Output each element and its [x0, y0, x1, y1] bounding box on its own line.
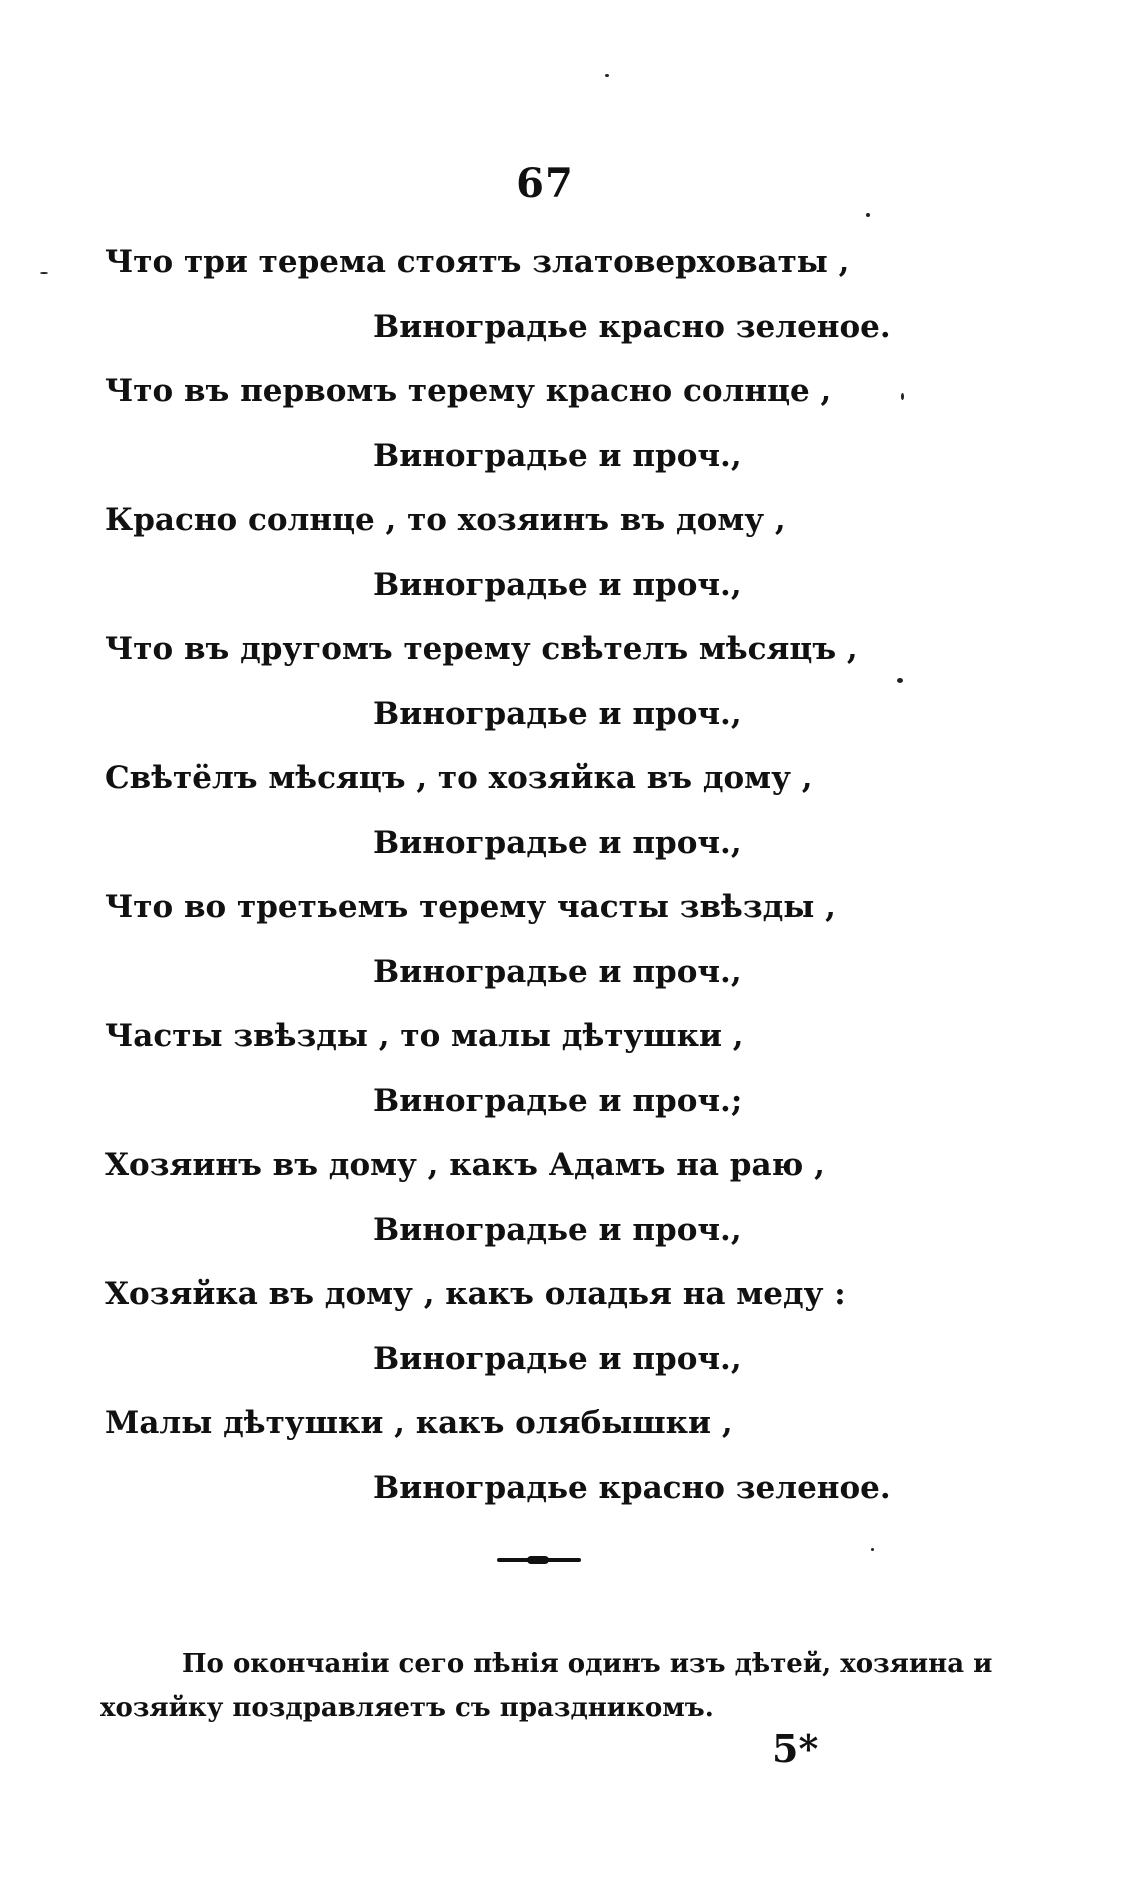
page-number: 67 — [516, 160, 574, 207]
scan-speck — [897, 678, 903, 683]
verse-line: Часты звѣзды , то малы дѣтушки , — [105, 1018, 744, 1054]
scan-speck — [866, 213, 870, 217]
verse-refrain-line: Виноградье и проч., — [373, 1212, 742, 1248]
verse-line: Что въ первомъ терему красно солнце , — [105, 373, 832, 409]
verse-line: Хозяйка въ дому , какъ оладья на меду : — [105, 1276, 846, 1312]
verse-refrain-line: Виноградье и проч., — [373, 954, 742, 990]
verse-line: Хозяинъ въ дому , какъ Адамъ на раю , — [105, 1147, 825, 1183]
verse-line: Что въ другомъ терему свѣтелъ мѣсяцъ , — [105, 631, 858, 667]
verse-line: Малы дѣтушки , какъ олябышки , — [105, 1405, 733, 1441]
verse-line: Красно солнце , то хозяинъ въ дому , — [105, 502, 786, 538]
verse-refrain-line: Виноградье красно зеленое. — [373, 1470, 891, 1506]
closing-note — [100, 1642, 1000, 1730]
verse-line: Что три терема стоятъ златоверховаты , — [105, 244, 850, 280]
verse-refrain-line: Виноградье и проч., — [373, 696, 742, 732]
verse-line: Что во третьемъ терему часты звѣзды , — [105, 889, 836, 925]
verse-line: Свѣтёлъ мѣсяцъ , то хозяйка въ дому , — [105, 760, 813, 796]
scan-speck — [605, 74, 609, 77]
scan-speck — [40, 272, 48, 274]
verse-refrain-line: Виноградье и проч., — [373, 567, 742, 603]
closing-note-text: По окончанiи сего пѣнiя одинъ изъ дѣтей, хозяина и хозяйку поздравляетъ съ праздникомъ. — [100, 1649, 993, 1723]
verse-refrain-line: Виноградье и проч., — [373, 438, 742, 474]
verse-refrain-line: Виноградье и проч., — [373, 825, 742, 861]
scan-speck — [901, 393, 904, 400]
verse-refrain-line: Виноградье и проч.; — [373, 1083, 743, 1119]
section-divider — [497, 1558, 581, 1562]
scan-speck — [871, 1548, 874, 1551]
verse-refrain-line: Виноградье красно зеленое. — [373, 309, 891, 345]
signature-mark: 5* — [772, 1726, 819, 1771]
verse-refrain-line: Виноградье и проч., — [373, 1341, 742, 1377]
